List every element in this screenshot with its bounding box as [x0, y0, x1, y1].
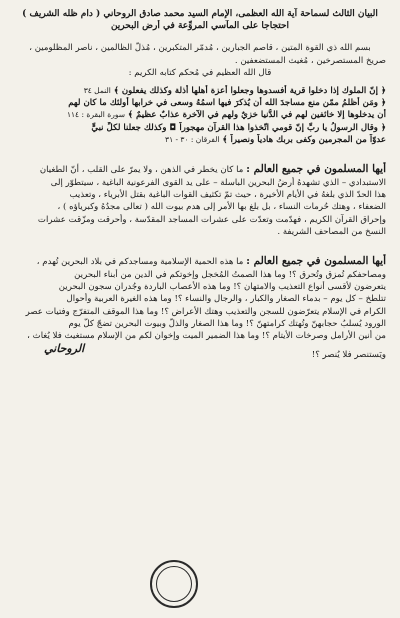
verse-reference: النمل ٣٤: [83, 86, 111, 96]
section-heading-row: [14, 254, 386, 269]
quran-verses: [14, 85, 386, 146]
paragraph-line: الضعفاء ، وهتك حُرمات النساء ، بل بلغ بها الأمر إلى هدم بيوت الله ( تعالى مجدُهُ وكبرياؤه ) ،: [57, 202, 386, 213]
verse-text: ﴿ وقال الرسولُ يا ربِّ إنّ قومي اتّخذوا هذا القرآن مهجوراً ◘ وكذلك جعلنا لكلِّ نبيٍّ: [91, 122, 386, 133]
basmala-line: بسم الله ذي القوة المتين ، قاصم الجبارين ، مُدمّر المتكبرين ، مُذلّ الظالمين ، ناصر المظلومين ،: [29, 43, 371, 54]
paragraph-line: الاستبدادي – الذي تشهدهُ أرضُ البحرين الباسلة – على يد القوى الفرعونية الباغية ، سيتطوّر إلى: [50, 178, 386, 189]
paragraph-line: النسخ من المصاحف الشريفة .: [277, 226, 386, 237]
paragraph-line: وإحراق القرآن الكريم ، فهدّمت وتعدّت على عشرات المساجد المقدّسة ، وأحرقت ومزّقت عشرات: [37, 214, 386, 225]
verse-text: عدوّاً من المجرمين وكفى بربك هادياً ونصيراً ﴾: [222, 134, 386, 145]
verse-reference: سورة البقرة : ١١٤: [67, 110, 125, 120]
verse-line: [14, 97, 386, 109]
paragraph-line: تتلطخ – كل يوم – بدماء الصغار والكبار ، والرجال والنساء ؟! وما هذه الغيرة العربية وأحوال: [66, 294, 386, 305]
section-heading-tail: ما هذه الحمية الإسلامية ومساجدكم في بلاد البحرين تُهدم ،: [36, 257, 244, 268]
paragraph-line: الورود يُسلبُ حجابهنّ وتُهتك كرامتهنّ ؟! وما هذا الصغار والذلّ وبيوت البحرين تضجّ كلّ يوم: [68, 318, 386, 329]
verse-line: [14, 134, 386, 146]
statement-title: البيان الثالث لسماحة آية الله العظمى، الإمام السيد محمد صادق الروحاني ( دام ظله الشريف ): [22, 9, 378, 19]
section-two: [14, 254, 386, 361]
verse-text: ﴿ ومَن أظلمُ ممّن منع مساجدَ الله أن يُذكرَ فيها اسمُهُ وسعى في خرابها أولئك ما كان لهم: [68, 98, 386, 109]
closing-row: [14, 342, 386, 361]
paragraph-line: ومصاحفكم تُمزق وتُحرق ؟! وما هذا الصمتُ المُخجل وإخوتكم في الدين من أبناء البحرين: [74, 270, 386, 281]
paragraph-line: ويَستنصر فلا يُنصر ؟!: [311, 350, 386, 361]
verse-text: ﴿ إنّ الملوك إذا دخلوا قرية أفسدوها وجعلوا أعزة أهلها أذلة وكذلك يفعلون ﴾: [113, 86, 386, 97]
statement-subtitle: احتجاجا على المآسي المروِّعة في أرض البحرين: [110, 21, 290, 32]
paragraph-line: يتعرضون لأقسى أنواع التعذيب والامتهان ؟! وما هذه الأعصاب الباردة وجُدران سجون البحرين: [58, 282, 386, 293]
basmala-line-2: صريخ المستصرخين ، مُغيث المستضعفين .: [234, 55, 386, 66]
paragraph-line: الكرام في الإسلام يتعرّضون للسجن والتعذيب وهتك الأعراض ؟! وما هذا الموقف المتفرّج وفتيات عصر: [25, 306, 386, 317]
section-heading: أيها المسلمون في جميع العالم :: [246, 255, 386, 268]
signature: الروحاني: [44, 342, 85, 356]
section-one: [14, 162, 386, 238]
seal-inner-ring: [156, 566, 192, 602]
verse-line: [14, 85, 386, 97]
paragraph-line: من أنين الأرامل وصرخات الأيتام ؟! وما هذا الضمير الميت وإخوان لكم من الإسلام مستغيث فلا يُغاث ،: [27, 331, 386, 342]
verse-line: [14, 122, 386, 134]
seal-stamp: [150, 560, 198, 608]
section-heading-tail: ما كان يخطر في الذهن ، ولا يمرّ على القلب ، أنّ الطغيان: [39, 165, 244, 176]
section-heading-row: [14, 162, 386, 177]
section-heading: أيها المسلمون في جميع العالم :: [246, 163, 386, 176]
verse-reference: الفرقان : ٣٠ - ٣١: [165, 134, 220, 144]
verse-line: [14, 109, 386, 121]
paragraph-line: هذا الحدّ الذي بلغهُ في الأيام الأخيرة ، حيث تمّ تكثيف القوات الباغية بقتل الأبرياء ، وتعذيب: [69, 190, 386, 201]
verse-text: أن يدخلوها إلا خائفين لهم في الدُّنيا خزيٌ ولهم في الآخرة عذابٌ عظيمٌ ﴾: [127, 110, 386, 121]
quran-intro: قال الله العظيم في مُحكم كتابه الكريم :: [128, 67, 272, 78]
